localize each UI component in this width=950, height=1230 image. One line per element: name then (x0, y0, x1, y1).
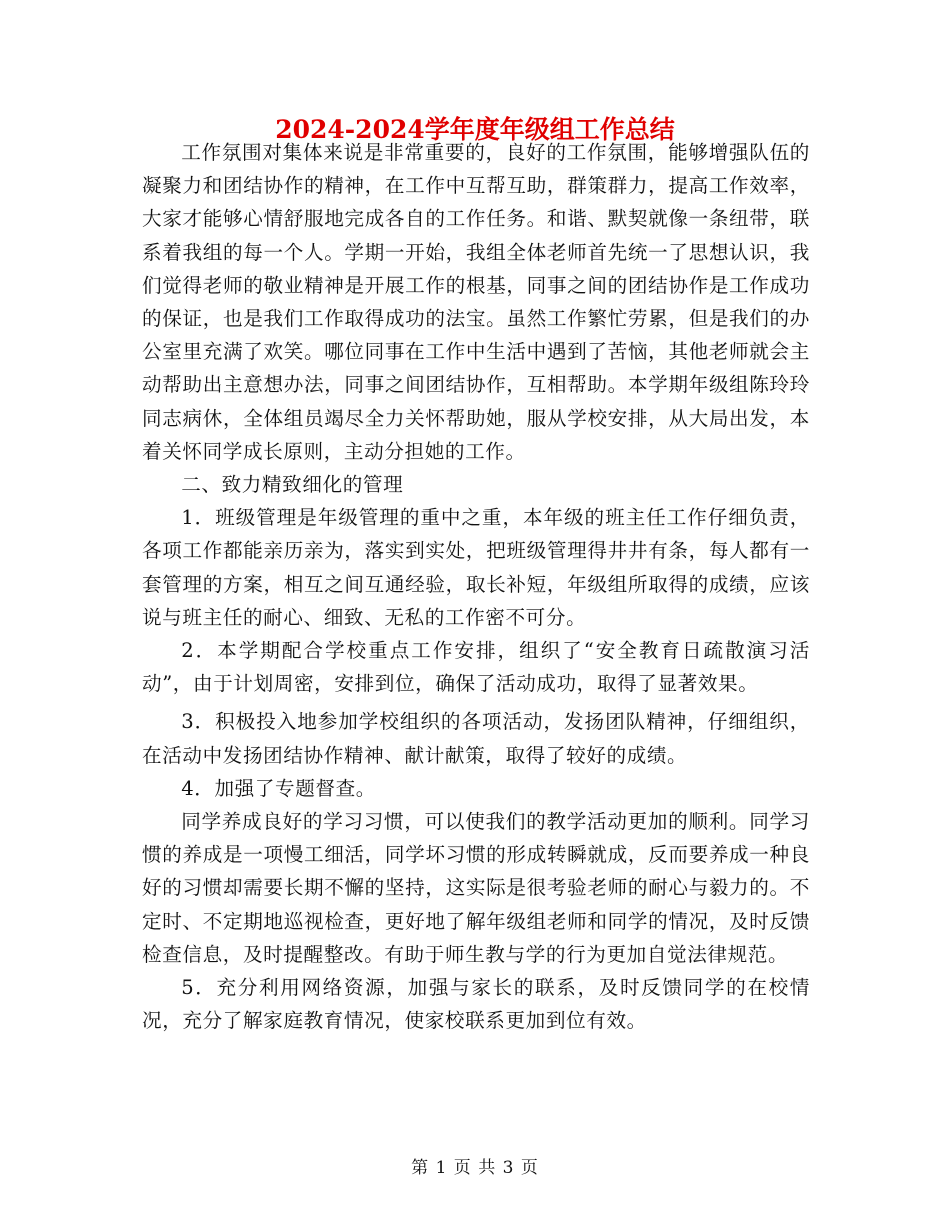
paragraph-item-1: 1．班级管理是年级管理的重中之重，本年级的班主任工作仔细负责，各项工作都能亲历亲为，落实到实处，把班级管理得井井有条，每人都有一套管理的方案，相互之间互通经验，取长补短，年级组所取得的成绩，应该说与班主任的耐心、细致、无私的工作密不可分。 (142, 506, 810, 629)
paragraph-item-5: 5．充分利用网络资源，加强与家长的联系，及时反馈同学的在校情况，充分了解家庭教育情况，使家校联系更加到位有效。 (142, 976, 810, 1033)
page-footer (0, 1153, 950, 1178)
paragraph-work-atmosphere: 工作氛围对集体来说是非常重要的，良好的工作氛围，能够增强队伍的凝聚力和团结协作的精神，在工作中互帮互助，群策群力，提高工作效率，大家才能够心情舒服地完成各自的工作任务。和谐、默契就像一条纽带，联系着我组的每一个人。学期一开始，我组全体老师首先统一了思想认识，我们觉得老师的敬业精神是开展工作的根基，同事之间的团结协作是工作成功的保证，也是我们工作取得成功的法宝。虽然工作繁忙劳累，但是我们的办公室里充满了欢笑。哪位同事在工作中生活中遇到了苦恼，其他老师就会主动帮助出主意想办法，同事之间团结协作，互相帮助。本学期年级组陈玲玲同志病休，全体组员竭尽全力关怀帮助她，服从学校安排，从大局出发，本着关怀同学成长原则，主动分担她的工作。 (142, 141, 810, 463)
paragraph-study-habits: 同学养成良好的学习习惯，可以使我们的教学活动更加的顺利。同学习惯的养成是一项慢工细活，同学坏习惯的形成转瞬就成，反而要养成一种良好的习惯却需要长期不懈的坚持，这实际是很考验老师的耐心与毅力的。不定时、不定期地巡视检查，更好地了解年级组老师和同学的情况，及时反馈检查信息，及时提醒整改。有助于师生教与学的行为更加自觉法律规范。 (142, 810, 810, 966)
paragraph-item-3: 3．积极投入地参加学校组织的各项活动，发扬团队精神，仔细组织，在活动中发扬团结协作精神、献计献策，取得了较好的成绩。 (142, 710, 810, 767)
paragraph-item-2: 2．本学期配合学校重点工作安排，组织了“安全教育日疏散演习活动”，由于计划周密，安排到位，确保了活动成功，取得了显著效果。 (142, 639, 810, 696)
paragraph-item-4: 4．加强了专题督查。 (181, 776, 376, 800)
document-title: 2024-2024学年度年级组工作总结 (275, 115, 675, 144)
page-number-label: 第 1 页 共 3 页 (411, 1158, 539, 1178)
section-heading-management: 二、致力精致细化的管理 (181, 473, 404, 497)
document-body (142, 136, 810, 1037)
